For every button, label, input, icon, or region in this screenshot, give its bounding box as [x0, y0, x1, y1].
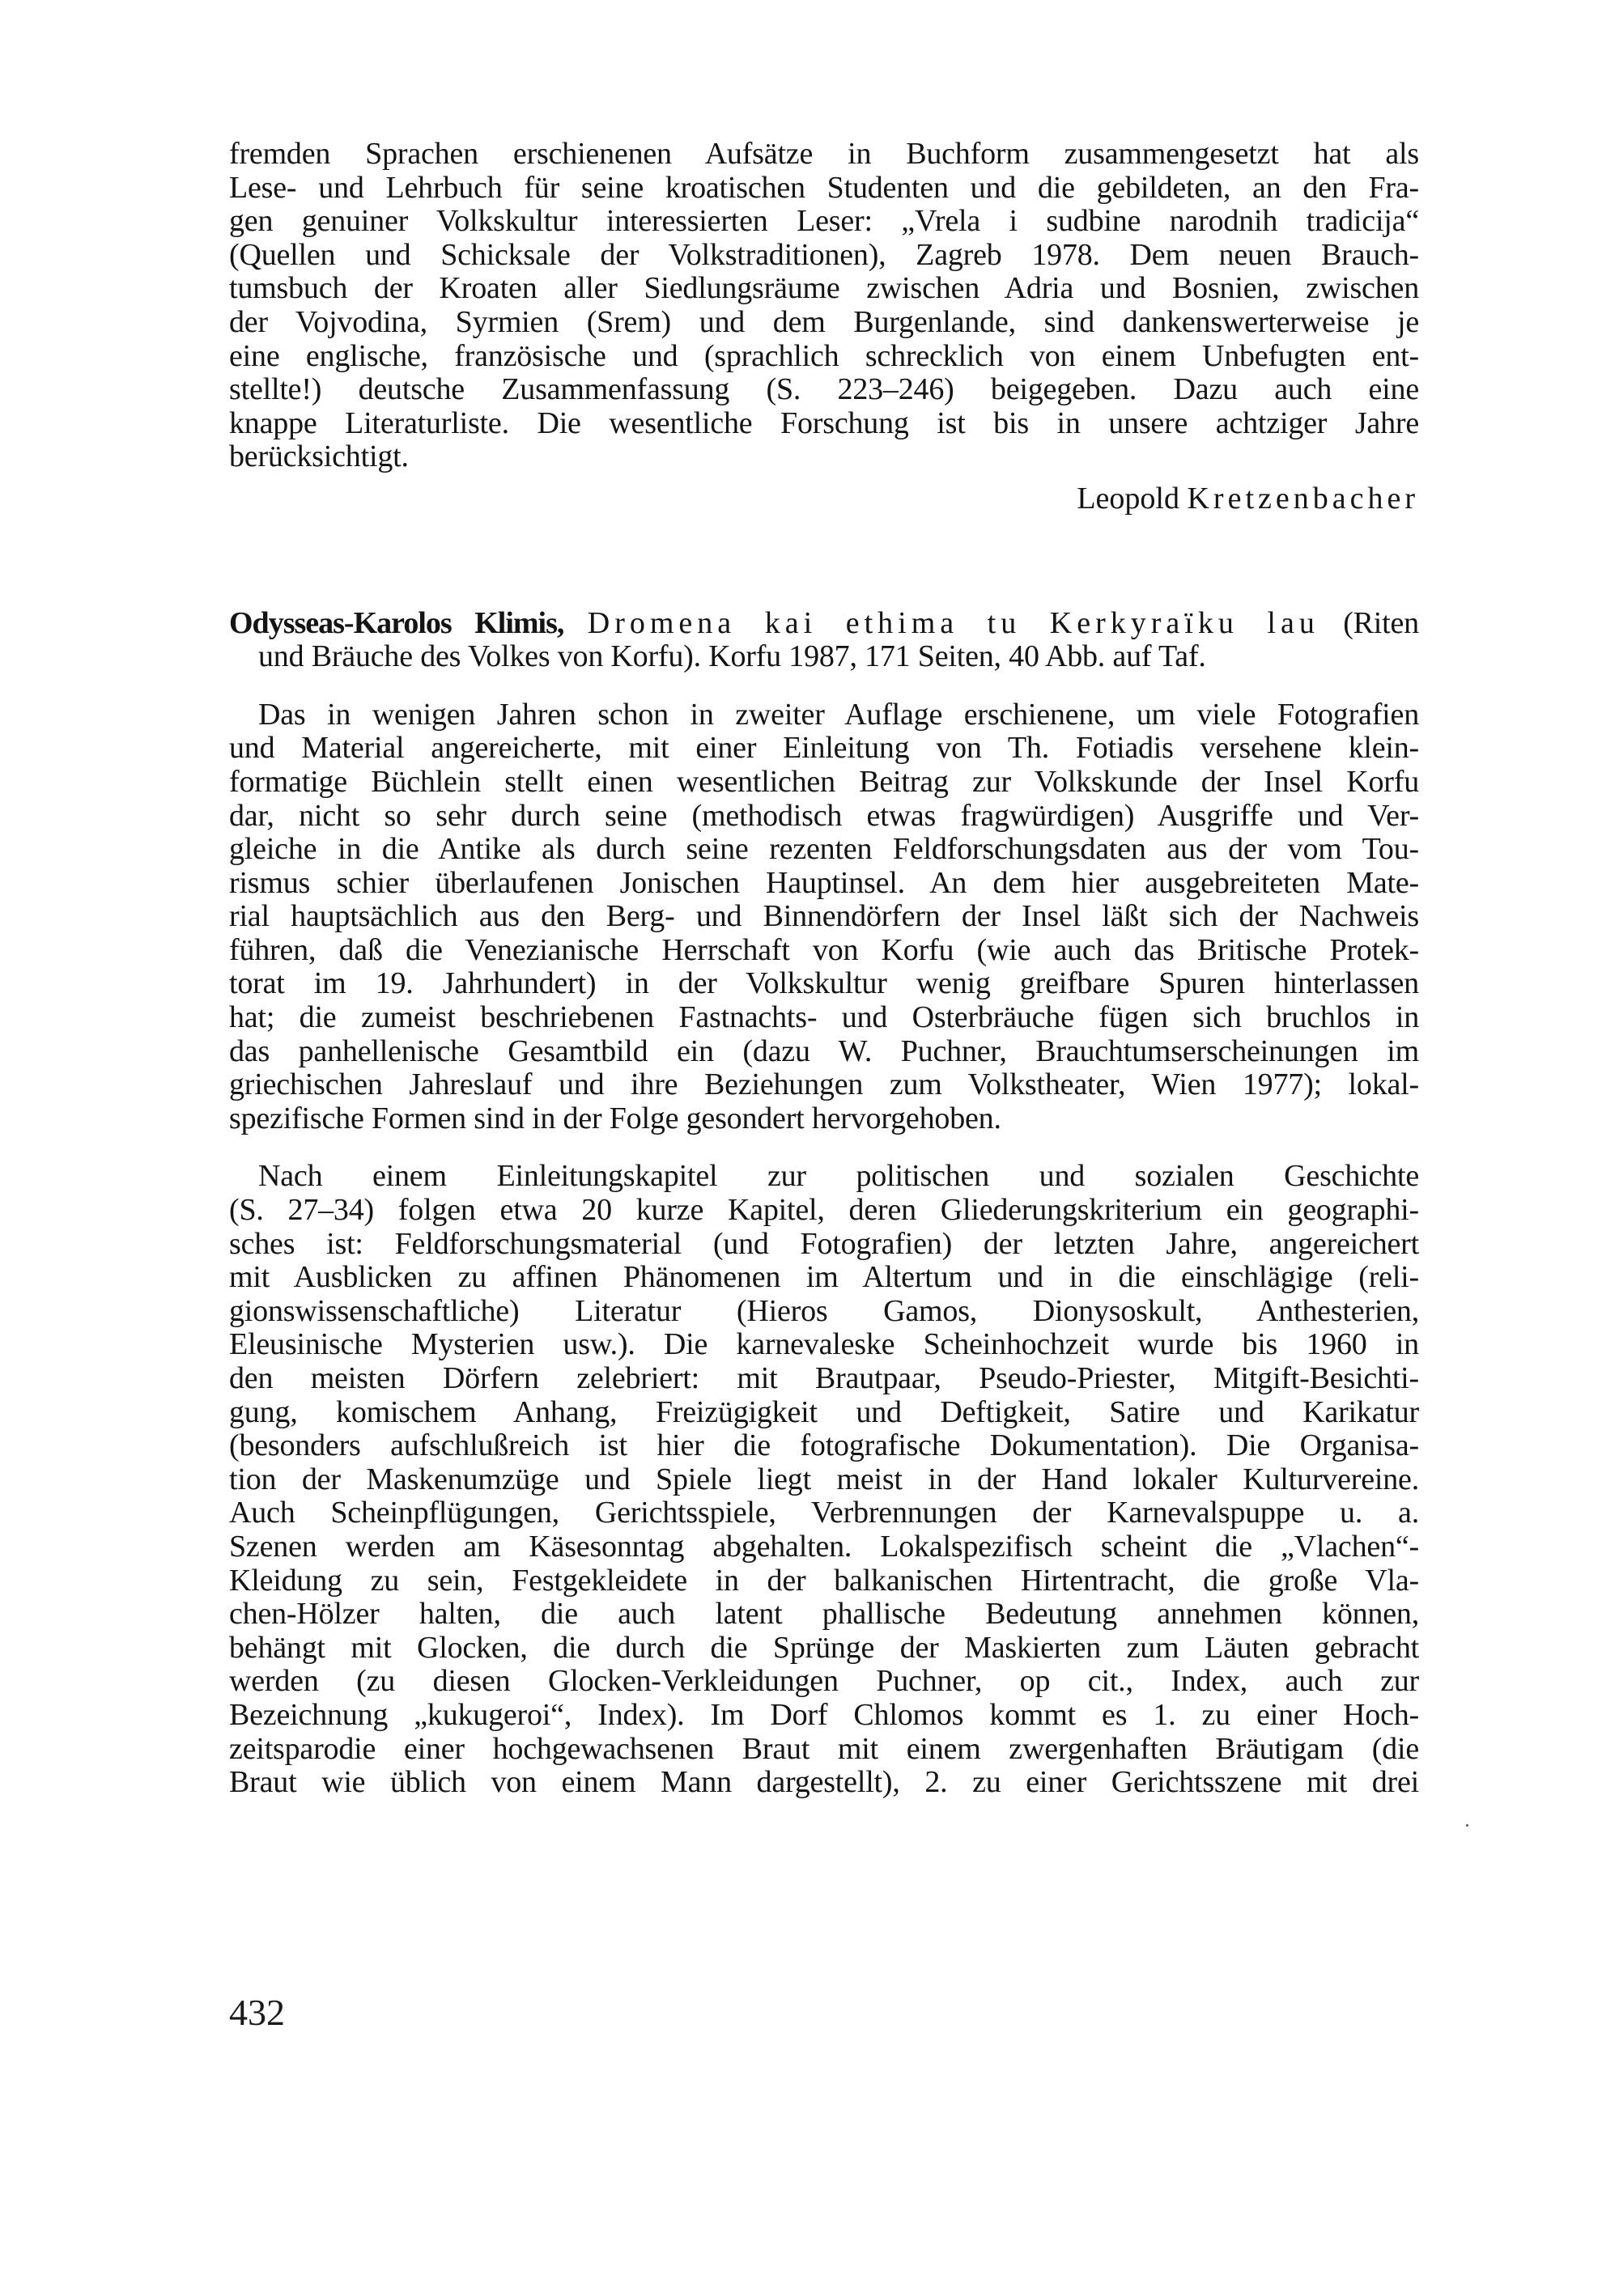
- text-line: chen-Hölzer halten, die auch latent phallische Bedeutung annehmen können,: [229, 1597, 1419, 1632]
- previous-review-text: [229, 138, 1419, 474]
- text-line: gleiche in die Antike als durch seine rezenten Feldforschungsdaten aus der vom Tou-: [229, 832, 1419, 867]
- review-title-translation-start: (Riten: [1343, 605, 1419, 640]
- reviewer-first-name: Leopold: [1077, 481, 1179, 516]
- text-line: spezifische Formen sind in der Folge gesondert hervorgehoben.: [229, 1101, 1001, 1135]
- text-line: sches ist: Feldforschungsmaterial (und Fotografien) der letzten Jahre, angereichert: [229, 1226, 1419, 1261]
- text-line: eine englische, französische und (sprachlich schrecklich von einem Unbefugten ent-: [229, 338, 1419, 373]
- text-line: der Vojvodina, Syrmien (Srem) und dem Burgenlande, sind dankenswerterweise je: [229, 304, 1419, 339]
- text-line: (besonders aufschlußreich ist hier die fotografische Dokumentation). Die Organisa-: [229, 1428, 1419, 1463]
- text-line: gionswissenschaftliche) Literatur (Hieros Gamos, Dionysoskult, Anthesterien,: [229, 1293, 1419, 1328]
- text-line: formatige Büchlein stellt einen wesentlichen Beitrag zur Volkskunde der Insel Korfu: [229, 764, 1419, 799]
- text-line: Nach einem Einleitungskapitel zur politischen und sozialen Geschichte: [258, 1159, 1419, 1194]
- review-citation: [229, 607, 1419, 674]
- text-line: rismus schier überlaufenen Jonischen Hauptinsel. An dem hier ausgebreiteten Mate-: [229, 865, 1419, 900]
- text-line: hat; die zumeist beschriebenen Fastnachts- und Osterbräuche fügen sich bruchlos in: [229, 1000, 1419, 1035]
- scan-speck: [1466, 1824, 1468, 1827]
- text-line: Eleusinische Mysterien usw.). Die karnevaleske Scheinhochzeit wurde bis 1960 in: [229, 1327, 1419, 1362]
- citation-line-2: und Bräuche des Volkes von Korfu). Korfu 1987, 171 Seiten, 40 Abb. auf Taf.: [258, 639, 1206, 674]
- text-line: Das in wenigen Jahren schon in zweiter Auflage erschienene, um viele Fotografien: [258, 697, 1419, 732]
- text-line: und Material angereicherte, mit einer Einleitung von Th. Fotiadis versehene klein-: [229, 731, 1419, 766]
- text-line: Auch Scheinpflügungen, Gerichtsspiele, Verbrennungen der Karnevalspuppe u. a.: [229, 1496, 1419, 1530]
- paragraph-gap: [229, 1135, 1419, 1160]
- text-line: zeitsparodie einer hochgewachsenen Braut mit einem zwergenhaften Bräutigam (die: [229, 1731, 1419, 1766]
- text-line: Bezeichnung „kukugeroi“, Index). Im Dorf Chlomos kommt es 1. zu einer Hoch-: [229, 1697, 1419, 1732]
- text-line: den meisten Dörfern zelebriert: mit Brautpaar, Pseudo-Priester, Mitgift-Besichti-: [229, 1361, 1419, 1395]
- text-line: gung, komischem Anhang, Freizügigkeit und Deftigkeit, Satire und Karikatur: [229, 1394, 1419, 1429]
- text-line: Lese- und Lehrbuch für seine kroatischen Studenten und die gebildeten, an den Fra-: [229, 170, 1419, 205]
- paragraph-gap: [229, 674, 1419, 698]
- text-line: mit Ausblicken zu affinen Phänomenen im Altertum und in die einschlägige (reli-: [229, 1260, 1419, 1295]
- text-line: (S. 27–34) folgen etwa 20 kurze Kapitel, deren Gliederungskriterium ein geographi-: [229, 1193, 1419, 1228]
- text-line: (Quellen und Schicksale der Volkstraditionen), Zagreb 1978. Dem neuen Brauch-: [229, 237, 1419, 272]
- text-line: behängt mit Glocken, die durch die Sprünge der Maskierten zum Läuten gebracht: [229, 1630, 1419, 1665]
- text-line: stellte!) deutsche Zusammenfassung (S. 223–246) beigegeben. Dazu auch eine: [229, 372, 1419, 407]
- citation-line-1: [229, 607, 1419, 641]
- text-line: torat im 19. Jahrhundert) in der Volkskultur wenig greifbare Spuren hinterlassen: [229, 966, 1419, 1001]
- text-line: fremden Sprachen erschienenen Aufsätze in Buchform zusammengesetzt hat als: [229, 137, 1419, 171]
- text-line: das panhellenische Gesamtbild ein (dazu W. Puchner, Brauchtumserscheinungen im: [229, 1033, 1419, 1068]
- text-line: tumsbuch der Kroaten aller Siedlungsräume zwischen Adria und Bosnien, zwischen: [229, 271, 1419, 306]
- page-number: 432: [229, 1992, 285, 2033]
- review-paragraph-1: [229, 698, 1419, 1136]
- text-line: Szenen werden am Käsesonntag abgehalten. Lokalspezifisch scheint die „Vlachen“-: [229, 1529, 1419, 1564]
- text-line: berücksichtigt.: [229, 439, 409, 474]
- text-line: knappe Literaturliste. Die wesentliche Forschung ist bis in unsere achtziger Jahre: [229, 405, 1419, 440]
- text-line: dar, nicht so sehr durch seine (methodisch etwas fragwürdigen) Ausgriffe und Ver-: [229, 798, 1419, 833]
- text-line: Braut wie üblich von einem Mann dargestellt), 2. zu einer Gerichtsszene mit drei: [229, 1765, 1419, 1800]
- review-paragraph-2: [229, 1160, 1419, 1799]
- text-line: griechischen Jahreslauf und ihre Beziehungen zum Volkstheater, Wien 1977); lokal-: [229, 1067, 1419, 1102]
- text-line: tion der Maskenumzüge und Spiele liegt meist in der Hand lokaler Kulturvereine.: [229, 1462, 1419, 1496]
- review-book-title: Dromena kai ethima tu Kerkyraïku lau: [587, 605, 1319, 640]
- page-body: [229, 138, 1419, 1800]
- text-line: werden (zu diesen Glocken-Verkleidungen Puchner, op cit., Index, auch zur: [229, 1664, 1419, 1699]
- text-line: rial hauptsächlich aus den Berg- und Binnendörfern der Insel läßt sich der Nachweis: [229, 899, 1419, 934]
- reviewer-signature: [229, 482, 1419, 516]
- text-line: gen genuiner Volkskultur interessierten Leser: „Vrela i sudbine narodnih tradicija“: [229, 204, 1419, 239]
- review-author: Odysseas-Karolos Klimis,: [229, 605, 564, 640]
- reviewer-last-name: Kretzenbacher: [1187, 481, 1419, 516]
- text-line: führen, daß die Venezianische Herrschaft von Korfu (wie auch das Britische Protek-: [229, 932, 1419, 967]
- text-line: Kleidung zu sein, Festgekleidete in der balkanischen Hirtentracht, die große Vla-: [229, 1563, 1419, 1598]
